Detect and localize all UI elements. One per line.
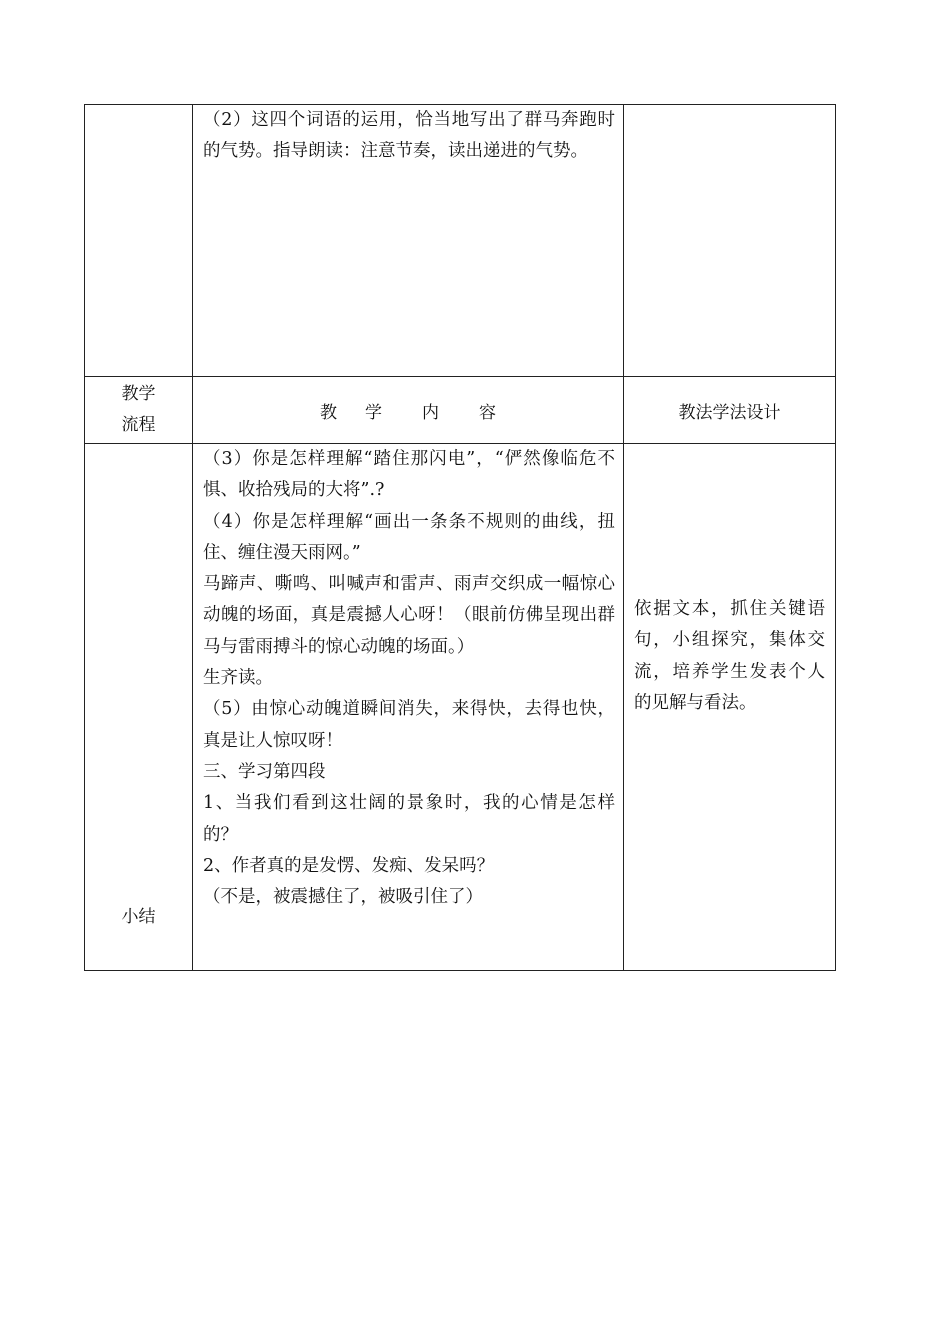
method-cell [624,444,836,971]
content-paragraph: 三、学习第四段 [203,761,326,782]
table-row [85,105,836,377]
header-row [85,377,836,444]
header-char: 教 [320,402,337,423]
header-content [193,377,624,444]
header-flow [85,377,193,444]
content-paragraph: （3）你是怎样理解“踏住那闪电”，“俨然像临危不惧、收拾残局的大将”.? [203,449,615,501]
content-paragraph: 2、作者真的是发愣、发痴、发呆吗？ [203,855,495,876]
header-flow-line1: 教学 [121,384,156,404]
content-paragraph: 马蹄声、嘶鸣、叫喊声和雷声、雨声交织成一幅惊心动魄的场面，真是震撼人心呀！（眼前仿佛呈现出群马与雷雨搏斗的惊心动魄的场面。） [203,574,615,657]
flow-cell [85,444,193,971]
content-paragraph: 1、当我们看到这壮阔的景象时，我的心情是怎样的？ [203,793,615,845]
content-paragraph: （2）这四个词语的运用，恰当地写出了群马奔跑时的气势。指导朗读：注意节奏，读出递进的气势。 [203,110,615,162]
method-text: 依据文本，抓住关键语句，小组探究，集体交流，培养学生发表个人的见解与看法。 [634,599,825,713]
content-paragraph: （不是，被震撼住了，被吸引住了） [203,887,483,908]
header-flow-line2: 流程 [121,415,156,435]
lesson-plan-table [84,104,836,971]
content-paragraph: （4）你是怎样理解“画出一条条不规则的曲线，扭住、缠住漫天雨网。” [203,511,615,563]
summary-label: 小结 [121,907,156,927]
table-row [85,444,836,971]
flow-cell [85,105,193,377]
content-cell [193,444,624,971]
content-paragraph: （5）由惊心动魄道瞬间消失，来得快，去得也快，真是让人惊叹呀！ [203,699,615,751]
method-cell [624,105,836,377]
header-char: 容 [479,402,496,423]
content-paragraph: 生齐读。 [203,668,273,689]
header-char: 内 [422,402,439,423]
content-cell [193,105,624,377]
header-method: 教法学法设计 [624,377,836,444]
header-char: 学 [365,402,382,423]
